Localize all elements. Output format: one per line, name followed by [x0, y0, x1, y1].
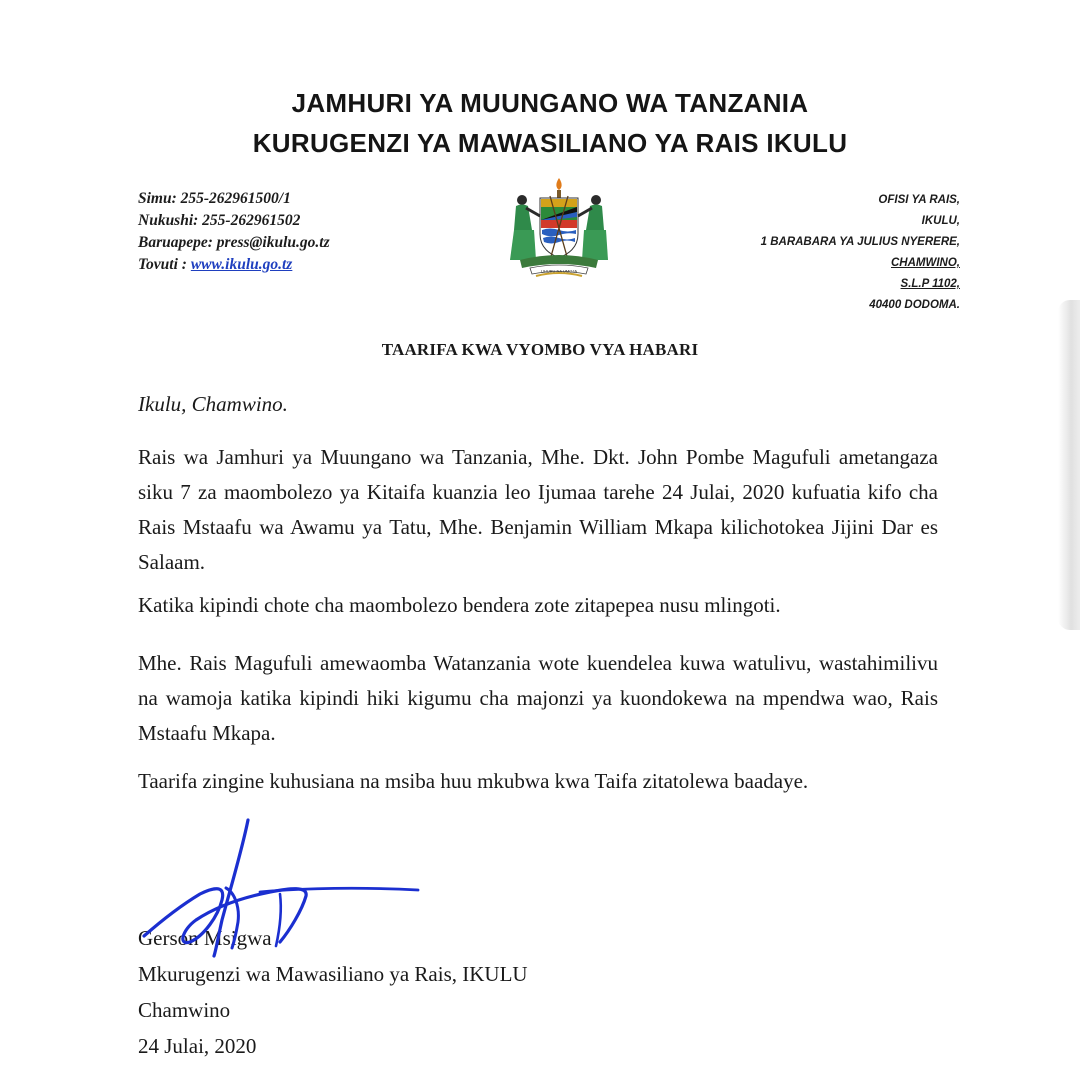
signatory-name: Gerson Msigwa: [138, 926, 272, 950]
address-line-5: S.L.P 1102,: [900, 278, 960, 290]
paragraph-4: Taarifa zingine kuhusiana na msiba huu mkubwa kwa Taifa zitatolewa baadaye.: [138, 769, 809, 793]
address-line-6: 40400 DODOMA.: [869, 299, 960, 311]
header-line-1: JAMHURI YA MUUNGANO WA TANZANIA: [291, 88, 809, 118]
contact-website-label: Tovuti :: [138, 256, 191, 273]
document-title: TAARIFA KWA VYOMBO VYA HABARI: [381, 340, 699, 359]
address-block: [761, 190, 960, 316]
signatory-date: 24 Julai, 2020: [138, 1034, 257, 1058]
document-place: Ikulu, Chamwino.: [138, 392, 288, 416]
handwritten-signature: [130, 810, 430, 960]
coat-of-arms-icon: [500, 176, 618, 282]
address-line-1: OFISI YA RAIS,: [878, 194, 960, 206]
paragraph-1: Rais wa Jamhuri ya Muungano wa Tanzania, Mhe. Dkt. John Pombe Magufuli ametangaza siku 7 za maombolezo ya Kitaifa kuanzia leo Ijumaa tarehe 24 Julai, 2020 kufuatia kifo cha Rais Mstaafu wa Awamu ya Tatu, Mhe. Benjamin William Mkapa kilichotokea Jijini Dar es Salaam.: [138, 445, 938, 574]
signatory-location: Chamwino: [138, 998, 231, 1022]
contact-website-row: [138, 254, 330, 276]
paragraph-3: Mhe. Rais Magufuli amewaomba Watanzania wote kuendelea kuwa watulivu, wastahimilivu na wamoja katika kipindi hiki kigumu cha majonzi ya kuondokewa na mpendwa wao, Rais Mstaafu Mkapa.: [138, 651, 938, 745]
header-line-2: KURUGENZI YA MAWASILIANO YA RAIS IKULU: [252, 128, 848, 158]
signatory-position: Mkurugenzi wa Mawasiliano ya Rais, IKULU: [138, 962, 528, 986]
contact-phone: Simu: 255-262961500/1: [138, 190, 291, 207]
address-line-4: CHAMWINO,: [891, 257, 960, 269]
scroll-edge-shadow: [1058, 300, 1080, 630]
address-line-2: IKULU,: [921, 215, 960, 227]
contact-website-link[interactable]: www.ikulu.go.tz: [190, 256, 293, 273]
paragraph-2: Katika kipindi chote cha maombolezo bendera zote zitapepea nusu mlingoti.: [138, 593, 781, 617]
address-line-3: 1 BARABARA YA JULIUS NYERERE,: [760, 236, 960, 248]
contact-block: [138, 188, 330, 276]
contact-fax: Nukushi: 255-262961502: [138, 212, 301, 229]
emblem-motto: UHURU NA UMOJA: [540, 268, 578, 274]
contact-email: Baruapepe: press@ikulu.go.tz: [138, 234, 330, 251]
